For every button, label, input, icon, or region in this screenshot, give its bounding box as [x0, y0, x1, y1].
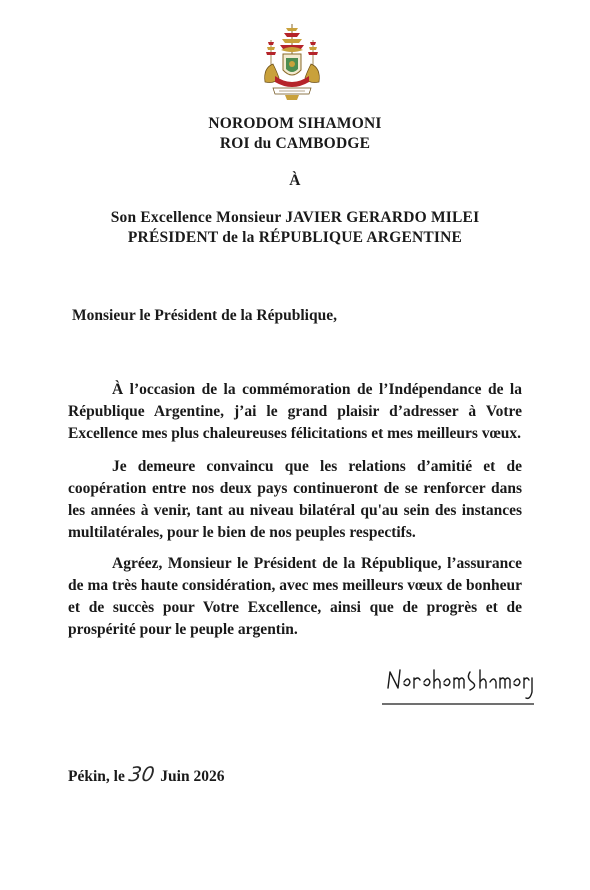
date-place: Pékin, le [68, 768, 125, 785]
salutation: Monsieur le Président de la République, [72, 307, 337, 324]
date-day-handwritten: 30 [127, 762, 156, 786]
to-marker: À [289, 172, 301, 189]
royal-arms-emblem-icon [259, 22, 325, 102]
body-paragraph-2: Je demeure convaincu que les relations d’amitié et de coopération entre nos deux pays continueront de se renforcer dans les années à venir, tant au niveau bilatéral qu'au sein des instances multilatérales, pour le bien de nos peuples respectifs. [68, 458, 522, 541]
royal-signature [380, 658, 540, 708]
sender-name: NORODOM SIHAMONI [208, 115, 382, 132]
body-paragraph-1: À l’occasion de la commémoration de l’Indépendance de la République Argentine, j’ai le grand plaisir d’adresser à Votre Excellence mes plus chaleureuses félicitations et mes meilleurs vœux. [68, 381, 522, 442]
date-line [68, 762, 224, 786]
sender-title: ROI du CAMBODGE [219, 135, 371, 152]
recipient-line-2: PRÉSIDENT de la RÉPUBLIQUE ARGENTINE [127, 229, 463, 246]
recipient-line-1: Son Excellence Monsieur JAVIER GERARDO MILEI [110, 209, 480, 226]
date-month-year: Juin 2026 [160, 768, 225, 785]
body-paragraph-3: Agréez, Monsieur le Président de la République, l’assurance de ma très haute considération, avec mes meilleurs vœux de bonheur et de succès pour Votre Excellence, ainsi que de progrès et de prospérité pour le peuple argentin. [68, 555, 522, 638]
